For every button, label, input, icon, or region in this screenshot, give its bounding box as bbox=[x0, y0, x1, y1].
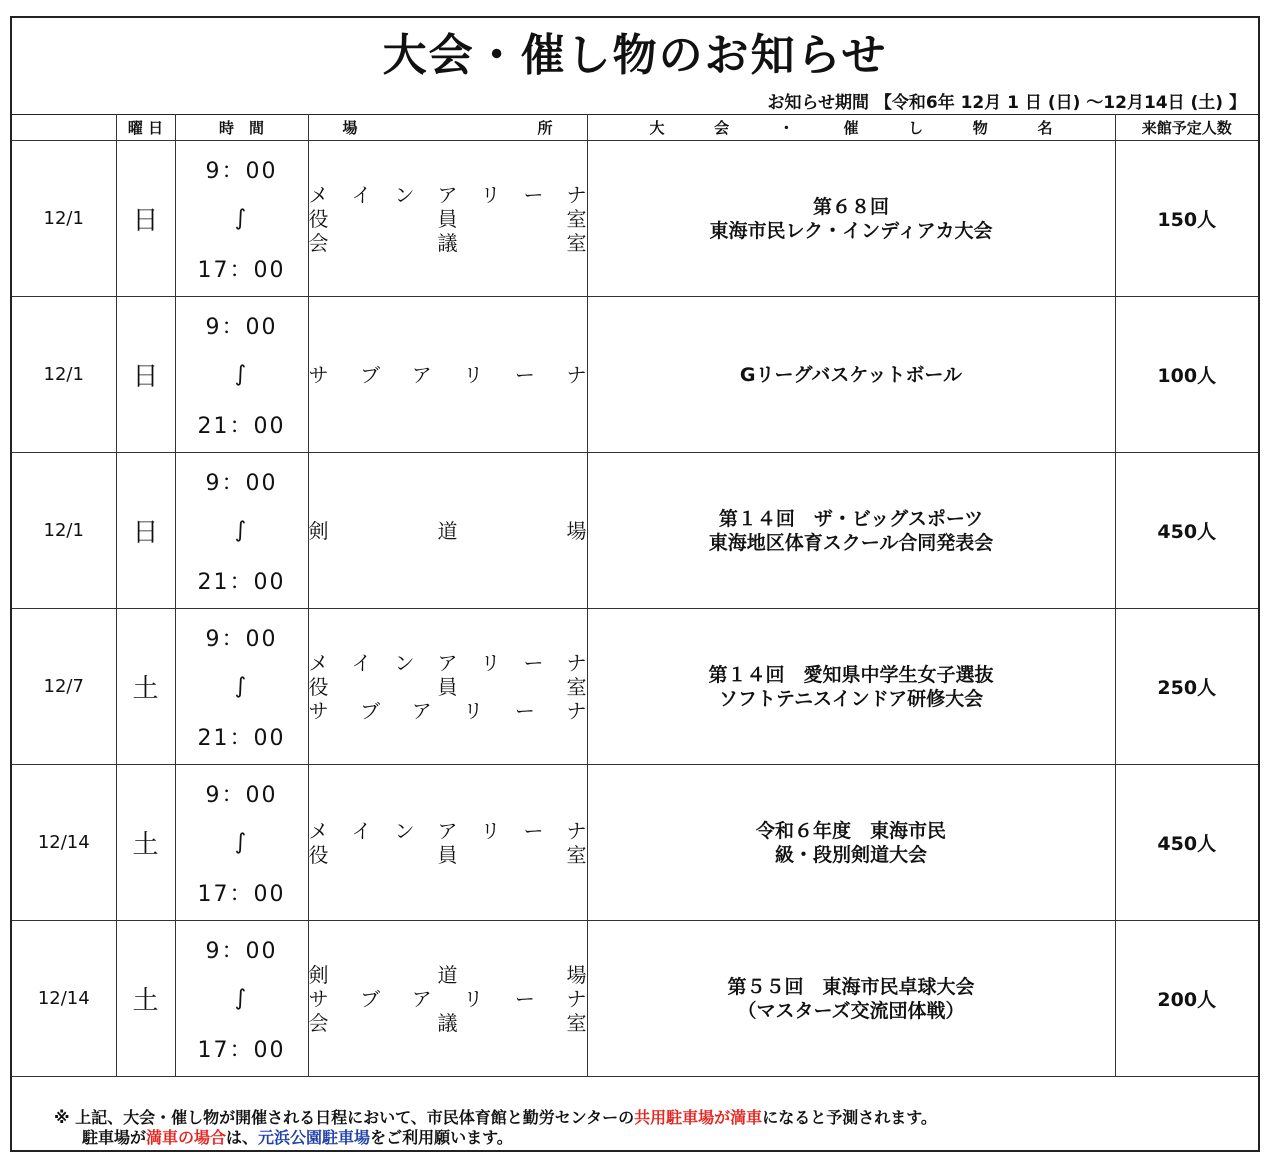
place-name bbox=[309, 843, 587, 867]
place-name bbox=[309, 207, 587, 231]
header-place-b: 所 bbox=[537, 119, 553, 137]
place-char: ナ bbox=[566, 986, 587, 1011]
place-char: ン bbox=[394, 818, 415, 843]
place-char: 議 bbox=[437, 1010, 458, 1035]
place-char: ー bbox=[523, 650, 544, 675]
place-char: メ bbox=[308, 182, 329, 207]
event-line: 第１４回 愛知県中学生女子選抜 bbox=[708, 663, 994, 686]
place-char: 役 bbox=[308, 674, 329, 699]
row-expected-visitors: 450人 bbox=[1115, 453, 1258, 609]
place-char: ン bbox=[394, 650, 415, 675]
page-title: 大会・催し物のお知らせ bbox=[382, 30, 888, 81]
place-char: 会 bbox=[308, 1010, 329, 1035]
place-char: メ bbox=[308, 650, 329, 675]
place-char: ナ bbox=[566, 818, 587, 843]
row-date: 12/1 bbox=[12, 297, 116, 453]
time-end: 21：00 bbox=[197, 413, 286, 439]
time-end: 21：00 bbox=[197, 569, 286, 595]
event-line: 令和６年度 東海市民 bbox=[755, 819, 946, 842]
place-name bbox=[309, 1011, 587, 1035]
header-event-char: ・ bbox=[778, 119, 794, 137]
place-name bbox=[309, 183, 587, 207]
table-row bbox=[12, 921, 1258, 1077]
place-char: ア bbox=[437, 182, 458, 207]
place-char: ー bbox=[523, 182, 544, 207]
event-line: ソフトテニスインドア研修大会 bbox=[718, 687, 984, 710]
place-char: リ bbox=[463, 362, 484, 387]
place-char: 剣 bbox=[308, 962, 329, 987]
schedule-table bbox=[12, 114, 1258, 1077]
place-char: ナ bbox=[566, 650, 587, 675]
event-line: 第１４回 ザ・ビッグスポーツ bbox=[718, 507, 984, 530]
notice-frame bbox=[10, 16, 1260, 1152]
place-char: メ bbox=[308, 818, 329, 843]
parking-note bbox=[54, 1108, 937, 1148]
row-expected-visitors: 250人 bbox=[1115, 609, 1258, 765]
note-highlight-full-parking: 共用駐車場が満車 bbox=[634, 1108, 763, 1127]
place-char: 室 bbox=[566, 230, 587, 255]
place-char: ー bbox=[514, 362, 535, 387]
place-name bbox=[309, 231, 587, 255]
row-date: 12/7 bbox=[12, 609, 116, 765]
place-char: イ bbox=[351, 650, 372, 675]
place-char: ア bbox=[437, 650, 458, 675]
place-char: ナ bbox=[566, 698, 587, 723]
row-place bbox=[308, 921, 587, 1077]
row-time bbox=[175, 297, 308, 453]
row-time bbox=[175, 609, 308, 765]
place-char: サ bbox=[308, 698, 329, 723]
time-end: 17：00 bbox=[197, 1037, 286, 1063]
table-header-row bbox=[12, 115, 1258, 141]
row-place bbox=[308, 765, 587, 921]
place-char: ー bbox=[514, 698, 535, 723]
place-name bbox=[309, 519, 587, 543]
table-row bbox=[12, 453, 1258, 609]
row-place bbox=[308, 453, 587, 609]
place-char: 会 bbox=[308, 230, 329, 255]
header-event-char: 物 bbox=[972, 119, 988, 137]
time-separator: ∫ bbox=[234, 986, 249, 1011]
row-event bbox=[587, 765, 1115, 921]
row-day-of-week: 日 bbox=[116, 141, 175, 297]
place-char: 剣 bbox=[308, 518, 329, 543]
row-day-of-week: 土 bbox=[116, 609, 175, 765]
place-name bbox=[309, 987, 587, 1011]
place-char: サ bbox=[308, 362, 329, 387]
place-char: イ bbox=[351, 182, 372, 207]
row-expected-visitors: 100人 bbox=[1115, 297, 1258, 453]
place-char: 場 bbox=[566, 518, 587, 543]
header-event-char: し bbox=[908, 119, 924, 137]
place-char: ー bbox=[523, 818, 544, 843]
place-char: ー bbox=[514, 986, 535, 1011]
place-char: ナ bbox=[566, 182, 587, 207]
time-start: 9：00 bbox=[205, 470, 278, 496]
time-separator: ∫ bbox=[234, 362, 249, 387]
row-day-of-week: 日 bbox=[116, 453, 175, 609]
header-place bbox=[308, 115, 587, 141]
place-char: 室 bbox=[566, 674, 587, 699]
row-place bbox=[308, 297, 587, 453]
header-time: 時 間 bbox=[175, 115, 308, 141]
row-date: 12/1 bbox=[12, 141, 116, 297]
row-expected-visitors: 150人 bbox=[1115, 141, 1258, 297]
place-char: 議 bbox=[437, 230, 458, 255]
header-event bbox=[587, 115, 1115, 141]
event-line: Gリーグバスケットボール bbox=[739, 363, 963, 386]
event-line: 第５５回 東海市民卓球大会 bbox=[727, 975, 975, 998]
place-char: 場 bbox=[566, 962, 587, 987]
header-event-char: 催 bbox=[843, 119, 859, 137]
note-highlight-alt-parking: 元浜公園駐車場 bbox=[258, 1128, 371, 1147]
place-char: イ bbox=[351, 818, 372, 843]
row-event bbox=[587, 141, 1115, 297]
place-name bbox=[309, 963, 587, 987]
row-time bbox=[175, 765, 308, 921]
place-name bbox=[309, 699, 587, 723]
row-place bbox=[308, 141, 587, 297]
place-char: サ bbox=[308, 986, 329, 1011]
row-time bbox=[175, 921, 308, 1077]
row-expected-visitors: 450人 bbox=[1115, 765, 1258, 921]
event-line: 東海地区体育スクール合同発表会 bbox=[708, 531, 994, 554]
header-event-char: 会 bbox=[714, 119, 730, 137]
header-event-char: 大 bbox=[649, 119, 665, 137]
place-char: ブ bbox=[360, 698, 381, 723]
place-char: 員 bbox=[437, 842, 458, 867]
row-time bbox=[175, 141, 308, 297]
row-day-of-week: 日 bbox=[116, 297, 175, 453]
place-char: ナ bbox=[566, 362, 587, 387]
place-char: リ bbox=[480, 182, 501, 207]
place-char: 室 bbox=[566, 842, 587, 867]
table-row bbox=[12, 765, 1258, 921]
place-char: ア bbox=[411, 698, 432, 723]
row-day-of-week: 土 bbox=[116, 921, 175, 1077]
time-separator: ∫ bbox=[234, 830, 249, 855]
time-start: 9：00 bbox=[205, 158, 278, 184]
place-name bbox=[309, 363, 587, 387]
place-char: 役 bbox=[308, 842, 329, 867]
header-event-char: 名 bbox=[1037, 119, 1053, 137]
header-date bbox=[12, 115, 116, 141]
event-line: （マスターズ交流団体戦） bbox=[737, 999, 965, 1022]
row-event bbox=[587, 921, 1115, 1077]
table-row bbox=[12, 609, 1258, 765]
place-char: リ bbox=[480, 650, 501, 675]
time-end: 17：00 bbox=[197, 257, 286, 283]
place-char: 員 bbox=[437, 206, 458, 231]
time-separator: ∫ bbox=[234, 674, 249, 699]
note-line-1: ※ 上記、大会・催し物が開催される日程において、市民体育館と勤労センターの共用駐車場が満車になると予測されます。 bbox=[54, 1108, 937, 1127]
event-line: 東海市民レク・インディアカ大会 bbox=[709, 219, 993, 242]
time-start: 9：00 bbox=[205, 938, 278, 964]
place-char: 道 bbox=[437, 962, 458, 987]
place-char: ブ bbox=[360, 362, 381, 387]
time-separator: ∫ bbox=[234, 518, 249, 543]
time-start: 9：00 bbox=[205, 782, 278, 808]
place-char: ブ bbox=[360, 986, 381, 1011]
row-event bbox=[587, 453, 1115, 609]
row-date: 12/1 bbox=[12, 453, 116, 609]
place-char: ア bbox=[437, 818, 458, 843]
place-char: ン bbox=[394, 182, 415, 207]
row-time bbox=[175, 453, 308, 609]
row-date: 12/14 bbox=[12, 765, 116, 921]
row-date: 12/14 bbox=[12, 921, 116, 1077]
row-day-of-week: 土 bbox=[116, 765, 175, 921]
place-name bbox=[309, 651, 587, 675]
row-place bbox=[308, 609, 587, 765]
place-char: リ bbox=[463, 986, 484, 1011]
notice-period: お知らせ期間 【令和6年 12月 1 日 (日) ～12月14日 (土) 】 bbox=[767, 93, 1246, 113]
time-start: 9：00 bbox=[205, 314, 278, 340]
row-event bbox=[587, 297, 1115, 453]
event-line: 級・段別剣道大会 bbox=[774, 843, 927, 866]
place-char: 室 bbox=[566, 1010, 587, 1035]
place-char: ア bbox=[411, 362, 432, 387]
header-dow: 曜 日 bbox=[116, 115, 175, 141]
place-char: リ bbox=[480, 818, 501, 843]
place-char: 員 bbox=[437, 674, 458, 699]
time-separator: ∫ bbox=[234, 206, 249, 231]
place-char: 役 bbox=[308, 206, 329, 231]
row-event bbox=[587, 609, 1115, 765]
table-row bbox=[12, 297, 1258, 453]
header-count: 来館予定人数 bbox=[1115, 115, 1258, 141]
time-end: 17：00 bbox=[197, 881, 286, 907]
time-end: 21：00 bbox=[197, 725, 286, 751]
row-expected-visitors: 200人 bbox=[1115, 921, 1258, 1077]
place-char: ア bbox=[411, 986, 432, 1011]
place-char: 室 bbox=[566, 206, 587, 231]
note-highlight-if-full: 満車の場合 bbox=[146, 1128, 227, 1147]
place-char: リ bbox=[463, 698, 484, 723]
time-start: 9：00 bbox=[205, 626, 278, 652]
place-name bbox=[309, 675, 587, 699]
place-char: 道 bbox=[437, 518, 458, 543]
header-place-a: 場 bbox=[342, 119, 358, 137]
note-line-2: 駐車場が満車の場合は、元浜公園駐車場をご利用願います。 bbox=[82, 1128, 513, 1147]
event-line: 第６８回 bbox=[812, 195, 889, 218]
place-name bbox=[309, 819, 587, 843]
table-row bbox=[12, 141, 1258, 297]
